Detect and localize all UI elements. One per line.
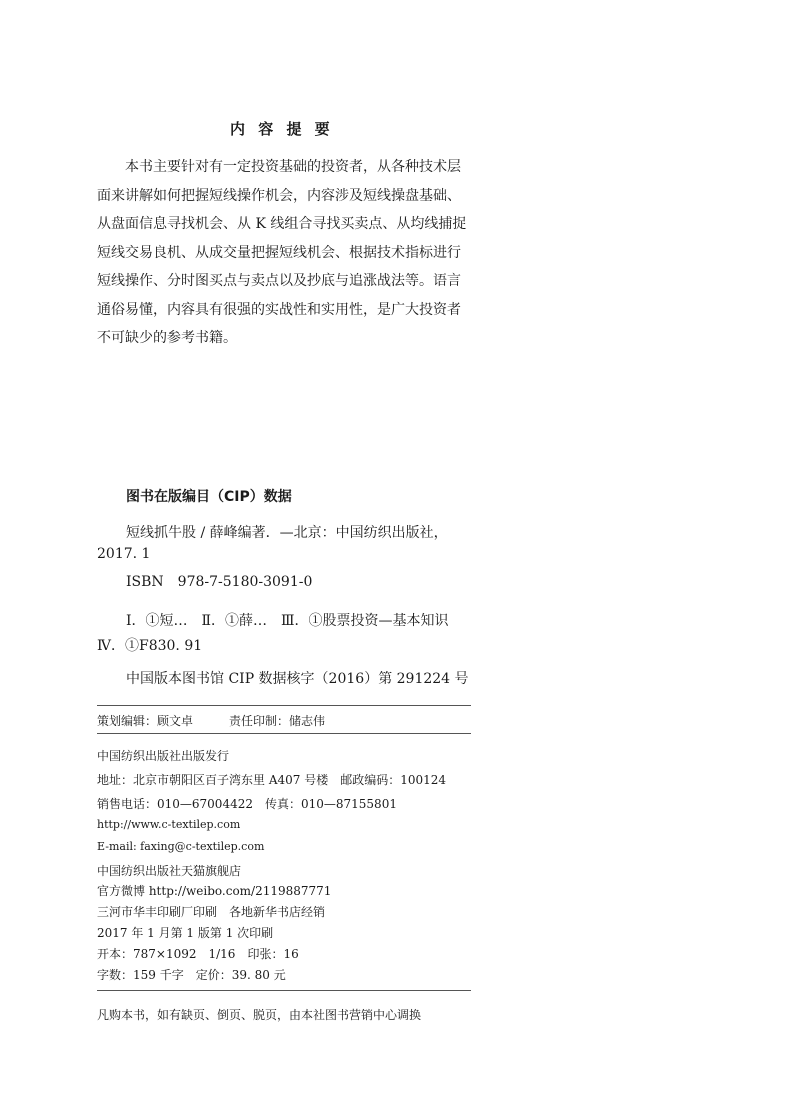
- printer-line: 三河市华丰印刷厂印刷 各地新华书店经销: [97, 905, 326, 919]
- staff-line: 策划编辑：顾文卓 责任印制：储志伟: [97, 714, 326, 728]
- summary-line: 不可缺少的参考书籍。: [97, 330, 237, 346]
- summary-line: 从盘面信息寻找机会、从 K 线组合寻找买卖点、从均线捕捉: [97, 216, 467, 232]
- publisher-store: 中国纺织出版社天猫旗舰店: [97, 864, 242, 878]
- publisher-address: 地址：北京市朝阳区百子湾东里 A407 号楼 邮政编码：100124: [97, 773, 447, 787]
- summary-heading: 内 容 提 要: [230, 120, 334, 138]
- cip-title: 图书在版编目（CIP）数据: [126, 489, 292, 505]
- divider: [97, 990, 471, 991]
- publisher-phone: 销售电话：010—67004422 传真：010—87155801: [97, 797, 397, 811]
- cip-record-number: 中国版本图书馆 CIP 数据核字（2016）第 291224 号: [126, 671, 469, 687]
- return-notice: 凡购本书，如有缺页、倒页、脱页，由本社图书营销中心调换: [97, 1008, 422, 1022]
- edition-line: 2017 年 1 月第 1 版第 1 次印刷: [97, 926, 274, 940]
- summary-line: 短线交易良机、从成交量把握短线机会、根据技术指标进行: [97, 244, 461, 261]
- cip-line-date: 2017. 1: [97, 546, 151, 562]
- price-line: 字数：159 千字 定价：39. 80 元: [97, 968, 286, 982]
- summary-line: 面来讲解如何把握短线操作机会，内容涉及短线操盘基础、: [97, 187, 461, 204]
- divider: [97, 705, 471, 706]
- publisher-line: 中国纺织出版社出版发行: [97, 749, 230, 763]
- publisher-email: E-mail: faxing@c-textilep.com: [97, 840, 265, 853]
- cip-subjects: Ⅰ．①短… Ⅱ．①薛… Ⅲ．①股票投资—基本知识: [126, 613, 449, 629]
- cip-line-title: 短线抓牛股 / 薛峰编著．—北京：中国纺织出版社，: [126, 525, 448, 541]
- cip-isbn: ISBN 978-7-5180-3091-0: [126, 574, 313, 590]
- cip-classification: Ⅳ．①F830. 91: [97, 638, 203, 654]
- publisher-weibo: 官方微博 http://weibo.com/2119887771: [97, 884, 332, 898]
- format-line: 开本：787×1092 1/16 印张：16: [97, 947, 299, 961]
- summary-line: 本书主要针对有一定投资基础的投资者，从各种技术层: [97, 159, 461, 175]
- summary-line: 短线操作、分时图买点与卖点以及抄底与追涨战法等。语言: [97, 273, 461, 289]
- summary-text: [97, 153, 467, 353]
- divider: [97, 733, 471, 734]
- summary-line: 通俗易懂，内容具有很强的实战性和实用性，是广大投资者: [97, 301, 461, 318]
- publisher-website: http://www.c-textilep.com: [97, 818, 241, 831]
